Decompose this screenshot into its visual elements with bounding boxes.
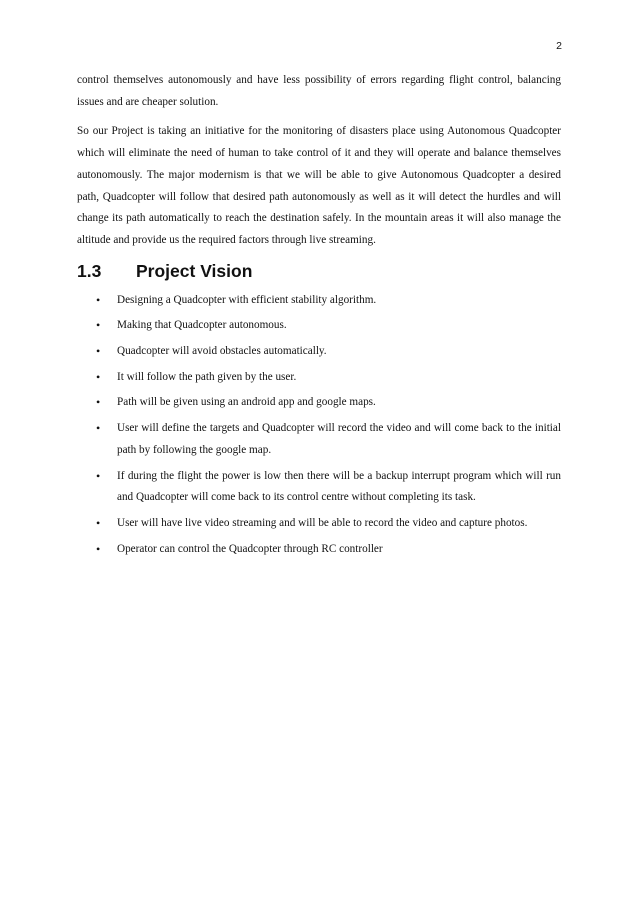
page-content xyxy=(77,70,561,564)
bullet-icon: • xyxy=(96,318,101,333)
list-item-text: User will define the targets and Quadcopter will record the video and will come back to the initial path by following the google map. xyxy=(117,422,561,456)
list-item-text: Making that Quadcopter autonomous. xyxy=(117,319,287,332)
bullet-icon: • xyxy=(96,541,101,556)
list-item xyxy=(77,367,561,389)
paragraph-project: So our Project is taking an initiative for the monitoring of disasters place using Autonomous Quadcopter which will eliminate the need of human to take control of it and they will operate and balance themselves autonomously. The major modernism is that we will be able to give Autonomous Quadcopter a desired path, Quadcopter will follow that desired path autonomously as well as it will detect the hurdles and will change its path automatically to reach the destination safely. In the mountain areas it will also manage the altitude and provide us the required factors through live streaming. xyxy=(77,125,561,246)
section-title: Project Vision xyxy=(136,260,253,281)
list-item-text: If during the flight the power is low then there will be a backup interrupt program which will run and Quadcopter will come back to its control centre without completing its task. xyxy=(117,469,561,504)
list-item xyxy=(77,315,561,337)
section-number: 1.3 xyxy=(77,260,102,281)
list-item-text: Quadcopter will avoid obstacles automatically. xyxy=(117,345,327,358)
list-item xyxy=(77,392,561,414)
list-item-text: Designing a Quadcopter with efficient stability algorithm. xyxy=(117,293,377,306)
bullet-icon: • xyxy=(96,395,101,410)
list-item-text: Path will be given using an android app and google maps. xyxy=(117,396,376,409)
list-item-text: Operator can control the Quadcopter through RC controller xyxy=(117,542,383,555)
list-item xyxy=(77,466,561,509)
list-item xyxy=(77,539,561,561)
list-item xyxy=(77,341,561,363)
bullet-icon: • xyxy=(96,515,101,530)
bullet-icon: • xyxy=(96,468,101,483)
list-item-text: User will have live video streaming and will be able to record the video and capture photos. xyxy=(117,516,528,529)
bullet-icon: • xyxy=(96,421,101,436)
paragraph-intro: control themselves autonomously and have less possibility of errors regarding flight control, balancing issues and are cheaper solution. xyxy=(77,74,561,108)
bullet-icon: • xyxy=(96,369,101,384)
list-item xyxy=(77,290,561,312)
vision-list xyxy=(77,290,561,561)
bullet-icon: • xyxy=(96,292,101,307)
section-heading xyxy=(77,260,561,282)
list-item xyxy=(77,513,561,535)
list-item-text: It will follow the path given by the user. xyxy=(117,370,297,383)
list-item xyxy=(77,418,561,461)
page-number: 2 xyxy=(556,40,562,52)
bullet-icon: • xyxy=(96,344,101,359)
